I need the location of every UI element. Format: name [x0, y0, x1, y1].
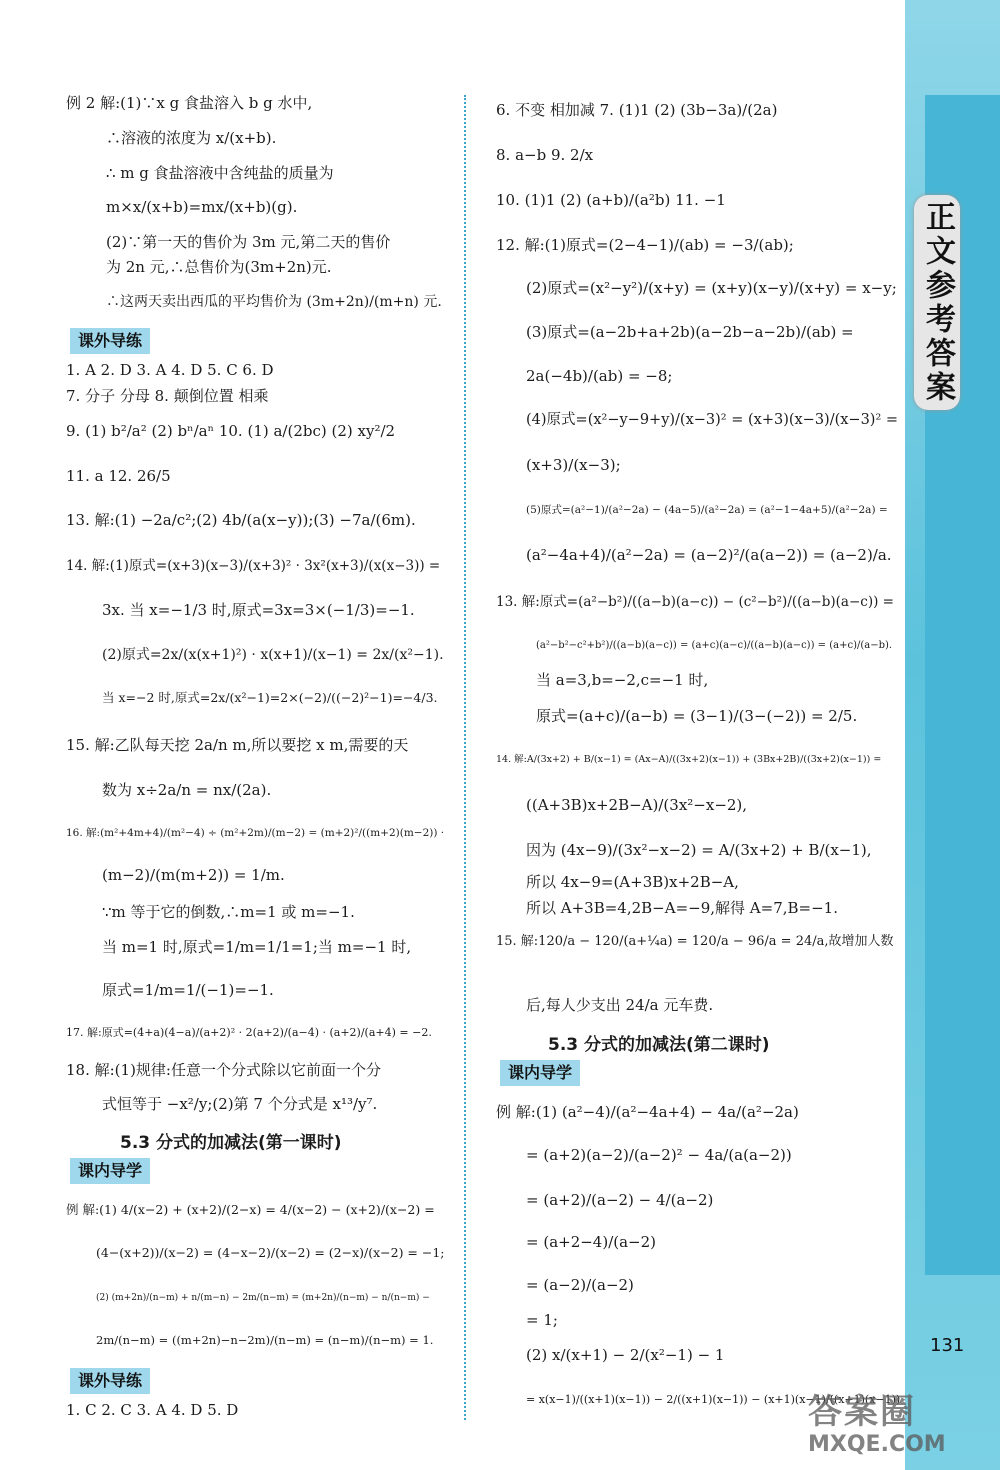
- section-title-lesson-1: 5.3 分式的加减法(第一课时): [120, 1133, 342, 1153]
- chapter-tab-label: 正文参考答案: [914, 195, 960, 410]
- right-line: ((A+3B)x+2B−A)/(3x²−x−2),: [526, 796, 748, 814]
- left-line: 为 2n 元,∴总售价为(3m+2n)元.: [106, 258, 332, 276]
- left-line: ∴这两天卖出西瓜的平均售价为 (3m+2n)/(m+n) 元.: [106, 294, 442, 310]
- right-line: 13. 解:原式=(a²−b²)/((a−b)(a−c)) − (c²−b²)/((a−b)(a−c)) =: [496, 594, 894, 610]
- left-line: 原式=1/m=1/(−1)=−1.: [102, 981, 274, 999]
- section-label-in-class: 课内导学: [500, 1060, 580, 1086]
- right-line: (2) x/(x+1) − 2/(x²−1) − 1: [526, 1346, 725, 1364]
- left-line: 15. 解:乙队每天挖 2a/n m,所以要挖 x m,需要的天: [66, 736, 409, 754]
- left-line: 17. 解:原式=(4+a)(4−a)/(a+2)² · 2(a+2)/(a−4) · (a+2)/(a+4) = −2.: [66, 1026, 432, 1039]
- right-line: 所以 4x−9=(A+3B)x+2B−A,: [526, 873, 739, 891]
- left-line: 1. C 2. C 3. A 4. D 5. D: [66, 1401, 239, 1419]
- right-line: = (a+2)/(a−2) − 4/(a−2): [526, 1191, 714, 1209]
- right-line: 例 解:(1) (a²−4)/(a²−4a+4) − 4a/(a²−2a): [496, 1103, 799, 1121]
- left-line: 式恒等于 −x²/y;(2)第 7 个分式是 x¹³/y⁷.: [102, 1095, 378, 1113]
- left-line: 14. 解:(1)原式=(x+3)(x−3)/(x+3)² · 3x²(x+3)/(x(x−3)) =: [66, 558, 441, 574]
- left-line: (2)∵第一天的售价为 3m 元,第二天的售价: [106, 233, 391, 251]
- left-line: 2m/(n−m) = ((m+2n)−n−2m)/(n−m) = (n−m)/(n−m) = 1.: [96, 1333, 434, 1347]
- left-line: 1. A 2. D 3. A 4. D 5. C 6. D: [66, 361, 274, 379]
- left-line: 当 x=−2 时,原式=2x/(x²−1)=2×(−2)/((−2)²−1)=−4/3.: [102, 690, 438, 705]
- right-line: = (a+2−4)/(a−2): [526, 1233, 657, 1251]
- right-line: = (a−2)/(a−2): [526, 1276, 634, 1294]
- section-label-in-class: 课内导学: [70, 1158, 150, 1184]
- left-line: 7. 分子 分母 8. 颠倒位置 相乘: [66, 387, 269, 405]
- watermark-chinese: 答案圈: [808, 1392, 916, 1432]
- left-line: m×x/(x+b)=mx/(x+b)(g).: [106, 198, 298, 216]
- page-number: 131: [930, 1335, 965, 1356]
- left-line: (m−2)/(m(m+2)) = 1/m.: [102, 866, 285, 884]
- right-line: 因为 (4x−9)/(3x²−x−2) = A/(3x+2) + B/(x−1),: [526, 841, 872, 859]
- left-line: 3x. 当 x=−1/3 时,原式=3x=3×(−1/3)=−1.: [102, 601, 415, 619]
- right-line: (4)原式=(x²−y−9+y)/(x−3)² = (x+3)(x−3)/(x−3)² =: [526, 412, 899, 428]
- left-line: (2) (m+2n)/(n−m) + n/(m−n) − 2m/(n−m) = (m+2n)/(n−m) − n/(n−m) −: [96, 1293, 430, 1303]
- right-line: (x+3)/(x−3);: [526, 456, 621, 474]
- left-line: 数为 x÷2a/n = nx/(2a).: [102, 781, 272, 799]
- right-line: 14. 解:A/(3x+2) + B/(x−1) = (Ax−A)/((3x+2)(x−1)) + (3Bx+2B)/((3x+2)(x−1)) =: [496, 754, 882, 765]
- right-line: = x(x−1)/((x+1)(x−1)) − 2/((x+1)(x−1)) − (x+1)(x−1)/((x+1)(x−1)): [526, 1393, 901, 1406]
- right-line: = 1;: [526, 1311, 558, 1329]
- left-line: ∴ m g 食盐溶液中含纯盐的质量为: [106, 164, 334, 182]
- left-line: ∴溶液的浓度为 x/(x+b).: [106, 129, 277, 147]
- left-line: 9. (1) b²/a² (2) bⁿ/aⁿ 10. (1) a/(2bc) (2) xy²/2: [66, 422, 396, 440]
- right-line: = (a+2)(a−2)/(a−2)² − 4a/(a(a−2)): [526, 1146, 792, 1164]
- right-line: 10. (1)1 (2) (a+b)/(a²b) 11. −1: [496, 191, 726, 209]
- left-line: (2)原式=2x/(x(x+1)²) · x(x+1)/(x−1) = 2x/(x²−1).: [102, 647, 444, 663]
- right-line: (3)原式=(a−2b+a+2b)(a−2b−a−2b)/(ab) =: [526, 323, 854, 341]
- right-line: 当 a=3,b=−2,c=−1 时,: [536, 671, 709, 689]
- right-line: (a²−b²−c²+b²)/((a−b)(a−c)) = (a+c)(a−c)/((a−b)(a−c)) = (a+c)/(a−b).: [536, 640, 893, 651]
- right-line: 原式=(a+c)/(a−b) = (3−1)/(3−(−2)) = 2/5.: [536, 707, 858, 725]
- left-line: ∵m 等于它的倒数,∴m=1 或 m=−1.: [102, 903, 355, 921]
- left-line: 当 m=1 时,原式=1/m=1/1=1;当 m=−1 时,: [102, 938, 412, 956]
- left-line: 11. a 12. 26/5: [66, 467, 171, 485]
- right-line: 所以 A+3B=4,2B−A=−9,解得 A=7,B=−1.: [526, 899, 838, 917]
- right-line: (5)原式=(a²−1)/(a²−2a) − (4a−5)/(a²−2a) = (a²−1−4a+5)/(a²−2a) =: [526, 504, 888, 516]
- section-title-lesson-2: 5.3 分式的加减法(第二课时): [548, 1035, 770, 1055]
- left-line: 18. 解:(1)规律:任意一个分式除以它前面一个分: [66, 1061, 381, 1079]
- right-line: (a²−4a+4)/(a²−2a) = (a−2)²/(a(a−2)) = (a−2)/a.: [526, 546, 892, 564]
- left-line: 例 2 解:(1)∵x g 食盐溶入 b g 水中,: [66, 94, 313, 112]
- watermark-domain: MXQE.COM: [808, 1432, 946, 1457]
- watermark: [808, 1392, 956, 1458]
- left-line: 13. 解:(1) −2a/c²;(2) 4b/(a(x−y));(3) −7a/(6m).: [66, 511, 416, 529]
- right-line: 8. a−b 9. 2/x: [496, 146, 594, 164]
- section-label-practice: 课外导练: [70, 1368, 150, 1394]
- right-line: 后,每人少支出 24/a 元车费.: [526, 996, 714, 1014]
- section-label-practice: 课外导练: [70, 328, 150, 354]
- left-line: 例 解:(1) 4/(x−2) + (x+2)/(2−x) = 4/(x−2) − (x+2)/(x−2) =: [66, 1202, 435, 1217]
- column-divider: [464, 95, 466, 1420]
- right-line: 15. 解:120/a − 120/(a+¼a) = 120/a − 96/a = 24/a,故增加人数: [496, 934, 894, 949]
- right-line: 6. 不变 相加减 7. (1)1 (2) (3b−3a)/(2a): [496, 101, 778, 119]
- right-line: (2)原式=(x²−y²)/(x+y) = (x+y)(x−y)/(x+y) = x−y;: [526, 279, 897, 297]
- right-line: 12. 解:(1)原式=(2−4−1)/(ab) = −3/(ab);: [496, 236, 794, 254]
- right-line: 2a(−4b)/(ab) = −8;: [526, 367, 673, 385]
- left-line: (4−(x+2))/(x−2) = (4−x−2)/(x−2) = (2−x)/(x−2) = −1;: [96, 1245, 445, 1260]
- left-line: 16. 解:(m²+4m+4)/(m²−4) ÷ (m²+2m)/(m−2) = (m+2)²/((m+2)(m−2)) ·: [66, 827, 445, 839]
